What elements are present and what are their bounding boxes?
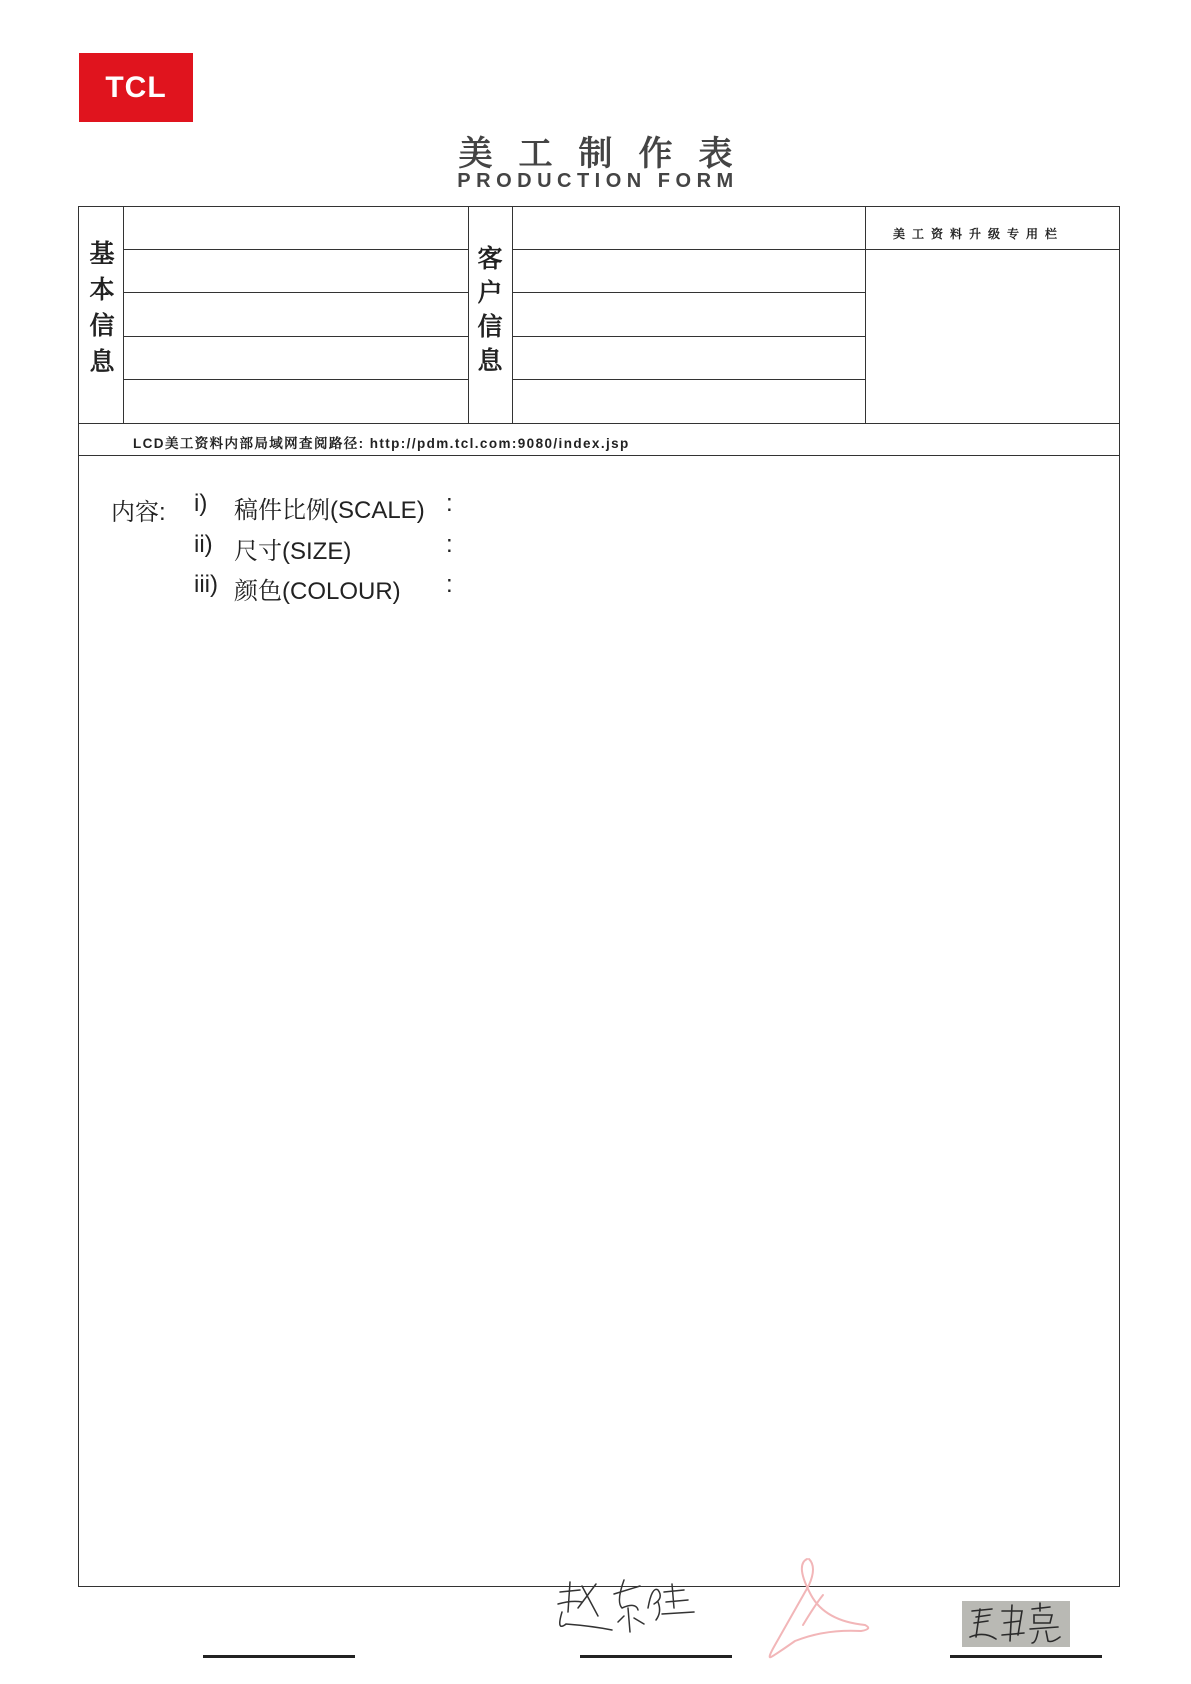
content-label: 内容: <box>111 499 166 526</box>
upgrade-column-title: 美工资料升级专用栏 <box>893 227 1065 241</box>
form-title-en: PRODUCTION FORM <box>457 170 739 192</box>
field-line <box>123 249 468 250</box>
field-line <box>123 292 468 293</box>
item-numeral: iii) <box>194 571 218 598</box>
intranet-url: LCD美工资料内部局域网查阅路径: http://pdm.tcl.com:9080/index.jsp <box>133 436 630 451</box>
field-line <box>512 379 865 380</box>
grid-divider <box>512 206 513 423</box>
form-frame <box>78 206 1120 1587</box>
signature-line <box>203 1655 355 1658</box>
item-colon: : <box>446 490 453 517</box>
acrobat-logo-icon <box>765 1555 875 1663</box>
handwritten-signature-1 <box>552 1572 702 1642</box>
grid-divider <box>865 206 866 423</box>
stamped-signature-2 <box>962 1601 1070 1647</box>
field-line <box>512 249 865 250</box>
signature-line <box>950 1655 1102 1658</box>
field-line <box>512 336 865 337</box>
item-numeral: i) <box>194 490 208 517</box>
customer-info-label: 客户信息 <box>477 244 503 375</box>
item-size-label: 尺寸(SIZE) <box>234 538 352 565</box>
item-numeral: ii) <box>194 531 213 558</box>
field-line <box>512 292 865 293</box>
field-line <box>123 336 468 337</box>
form-title-cn: 美工制作表 <box>458 134 759 174</box>
grid-bottom-line <box>78 423 1120 424</box>
url-row-line <box>78 455 1120 456</box>
item-colon: : <box>446 571 453 598</box>
field-line <box>123 379 468 380</box>
basic-info-label: 基本信息 <box>89 239 115 376</box>
item-colour-label: 颜色(COLOUR) <box>234 578 401 605</box>
grid-divider <box>468 206 469 423</box>
item-colon: : <box>446 531 453 558</box>
tcl-logo: TCL <box>79 53 193 122</box>
item-scale-label: 稿件比例(SCALE) <box>234 497 425 524</box>
signature-line <box>580 1655 732 1658</box>
grid-divider <box>123 206 124 423</box>
upgrade-header-line <box>865 249 1119 250</box>
